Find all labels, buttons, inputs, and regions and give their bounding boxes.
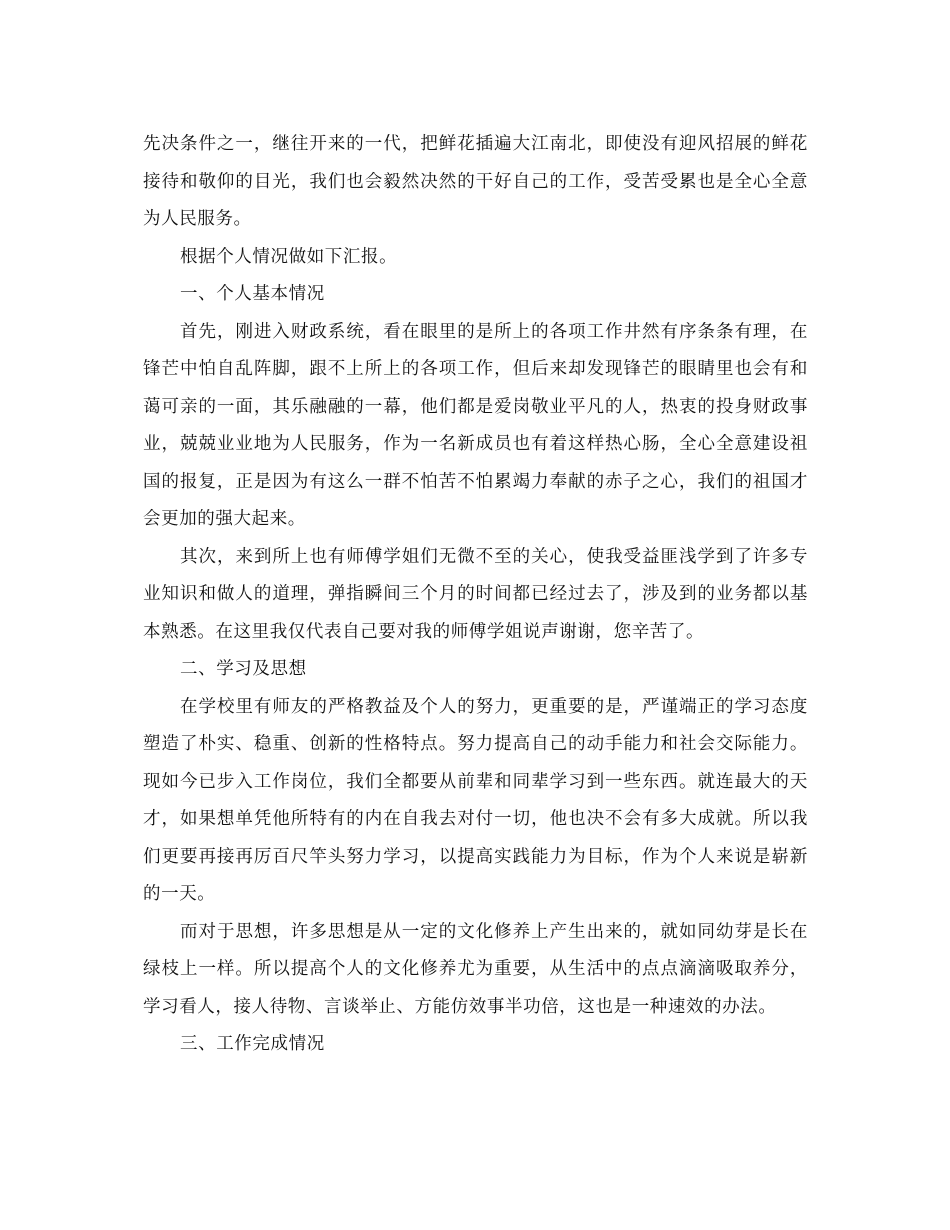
paragraph-report-intro: 根据个人情况做如下汇报。 [180, 246, 398, 267]
paragraph-second: 其次，来到所上也有师傅学姐们无微不至的关心，使我受益匪浅学到了许多专业知识和做人的道理，弹指瞬间三个月的时间都已经过去了，涉及到的业务都以基本熟悉。在这里我仅代表自己要对我的师傅学姐说声谢谢，您辛苦了。 [143, 546, 808, 642]
section-heading-personal-info: 一、个人基本情况 [180, 284, 325, 304]
paragraph-continuation: 先决条件之一，继往开来的一代，把鲜花插遍大江南北，即使没有迎风招展的鲜花接待和敬仰的目光，我们也会毅然决然的干好自己的工作，受苦受累也是全心全意为人民服务。 [143, 134, 808, 229]
paragraph-thought: 而对于思想，许多思想是从一定的文化修养上产生出来的，就如同幼芽是长在绿枝上一样。所以提高个人的文化修养尤为重要，从生活中的点点滴滴吸取养分，学习看人，接人待物、言谈举止、方能仿效事半功倍，这也是一种速效的办法。 [143, 921, 808, 1017]
section-heading-study-thought: 二、学习及思想 [180, 659, 307, 679]
document-body [143, 126, 808, 1064]
section-heading-work-completion: 三、工作完成情况 [180, 1034, 325, 1054]
paragraph-study: 在学校里有师友的严格教益及个人的努力，更重要的是，严谨端正的学习态度塑造了朴实、稳重、创新的性格特点。努力提高自己的动手能力和社会交际能力。现如今已步入工作岗位，我们全都要从前辈和同辈学习到一些东西。就连最大的天才，如果想单凭他所特有的内在自我去对付一切，他也决不会有多大成就。所以我们更要再接再厉百尺竿头努力学习，以提高实践能力为目标，作为个人来说是崭新的一天。 [143, 696, 808, 904]
paragraph-first: 首先，刚进入财政系统，看在眼里的是所上的各项工作井然有序条条有理，在锋芒中怕自乱阵脚，跟不上所上的各项工作，但后来却发现锋芒的眼睛里也会有和蔼可亲的一面，其乐融融的一幕，他们都是爱岗敬业平凡的人，热衷的投身财政事业，兢兢业业地为人民服务，作为一名新成员也有着这样热心肠，全心全意建设祖国的报复，正是因为有这么一群不怕苦不怕累竭力奉献的赤子之心，我们的祖国才会更加的强大起来。 [143, 321, 808, 529]
